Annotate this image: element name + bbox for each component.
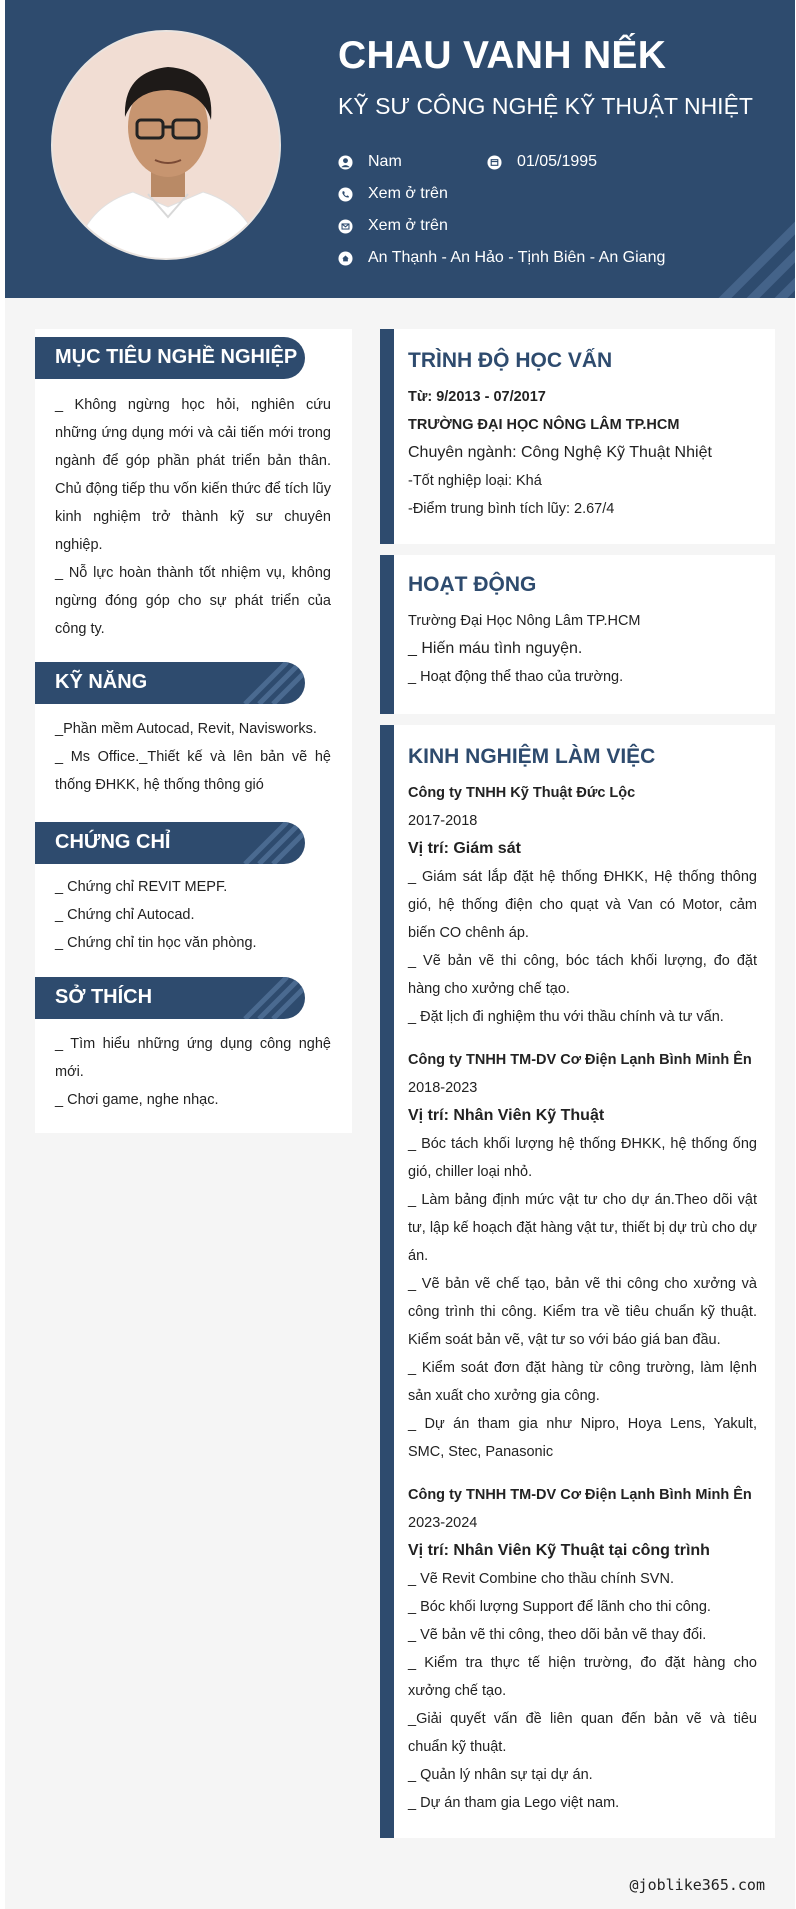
education-period: Từ: 9/2013 - 07/2017 — [408, 389, 546, 405]
education-school: TRƯỜNG ĐẠI HỌC NÔNG LÂM TP.HCM — [408, 417, 680, 433]
job-duty: _ Bóc khối lượng Support để lãnh cho thi công. — [408, 1599, 711, 1615]
job-company: Công ty TNHH TM-DV Cơ Điện Lạnh Bình Minh Ên — [408, 1487, 752, 1503]
job-duty: _ Giám sát lắp đặt hệ thống ĐHKK, Hệ thống thông gió, hệ thống điện cho quạt và Van có Motor, cảm biến CO chênh áp. — [408, 869, 757, 941]
activities-heading: HOẠT ĐỘNG — [408, 573, 537, 596]
section-accent-bar — [380, 555, 394, 714]
job-duty: _ Đặt lịch đi nghiệm thu với thầu chính và tư vấn. — [408, 1009, 724, 1025]
birthday-row — [487, 153, 597, 171]
experience-section — [380, 725, 775, 1838]
address-row — [338, 249, 665, 267]
job-entry — [408, 779, 757, 1031]
skills-heading — [35, 662, 305, 704]
objective-line: _ Nỗ lực hoàn thành tốt nhiệm vụ, không ngừng đóng góp cho sự phát triển của công ty. — [55, 565, 331, 637]
certificates-title: CHỨNG CHỈ — [55, 831, 171, 853]
certificate-item: _ Chứng chỉ tin học văn phòng. — [55, 935, 257, 951]
job-position: Vị trí: Nhân Viên Kỹ Thuật tại công trình — [408, 1542, 710, 1559]
job-duty: _ Vẽ bản vẽ thi công, bóc tách khối lượng, đo đặt hàng cho xưởng chế tạo. — [408, 953, 757, 997]
objective-heading — [35, 337, 305, 379]
education-heading: TRÌNH ĐỘ HỌC VẤN — [408, 349, 613, 372]
skills-line: _ Ms Office._Thiết kế và lên bản vẽ hệ thống ĐHKK, hệ thống thông gió — [55, 749, 331, 793]
job-duty: _ Vẽ bản vẽ chế tạo, bản vẽ thi công cho xưởng và công trình thi công. Kiểm tra về tiêu chuẩn kỹ thuật. Kiểm soát bản vẽ, vật tư so với báo giá ban đầu. — [408, 1276, 757, 1348]
education-grade: -Tốt nghiệp loại: Khá — [408, 473, 542, 489]
birthday-value: 01/05/1995 — [517, 153, 598, 170]
email-row — [338, 217, 448, 235]
job-duty: _ Kiểm tra thực tế hiện trường, đo đặt hàng cho xưởng chế tạo. — [408, 1655, 757, 1699]
footer-watermark: @joblike365.com — [629, 1876, 765, 1894]
experience-heading: KINH NGHIỆM LÀM VIỆC — [408, 745, 656, 768]
avatar — [51, 30, 281, 260]
heading-stripes — [235, 977, 305, 1019]
education-section — [380, 329, 775, 544]
job-company: Công ty TNHH TM-DV Cơ Điện Lạnh Bình Minh Ên — [408, 1052, 752, 1068]
cv-page — [5, 0, 795, 1909]
hobbies-heading — [35, 977, 305, 1019]
address-value: An Thạnh - An Hảo - Tịnh Biên - An Giang — [368, 249, 666, 266]
phone-icon — [338, 187, 353, 202]
hobbies-title: SỞ THÍCH — [55, 986, 153, 1008]
home-icon — [338, 251, 353, 266]
education-major: Chuyên ngành: Công Nghệ Kỹ Thuật Nhiệt — [408, 444, 712, 461]
certificate-item: _ Chứng chỉ REVIT MEPF. — [55, 879, 228, 895]
job-duty: _ Dự án tham gia như Nipro, Hoya Lens, Yakult, SMC, Stec, Panasonic — [408, 1416, 757, 1460]
activity-item: _ Hoạt động thể thao của trường. — [408, 669, 624, 685]
job-period: 2023-2024 — [408, 1515, 478, 1531]
email-icon — [338, 219, 353, 234]
hobbies-text — [55, 1030, 331, 1114]
activity-item: _ Hiến máu tình nguyện. — [408, 640, 583, 657]
left-column — [35, 329, 352, 1133]
certificates-text — [55, 873, 331, 957]
job-period: 2017-2018 — [408, 813, 478, 829]
job-title: KỸ SƯ CÔNG NGHỆ KỸ THUẬT NHIỆT — [338, 93, 753, 119]
decorative-stripes — [665, 168, 795, 298]
heading-stripes — [235, 662, 305, 704]
job-duty: _ Vẽ bản vẽ thi công, theo dõi bản vẽ thay đổi. — [408, 1627, 707, 1643]
job-duty: _ Kiểm soát đơn đặt hàng từ công trường, làm lệnh sản xuất cho xưởng gia công. — [408, 1360, 757, 1404]
header — [5, 0, 795, 298]
objective-text — [55, 391, 331, 643]
objective-line: _ Không ngừng học hỏi, nghiên cứu những ứng dụng mới và cải tiến mới trong ngành để góp phần phát triển bản thân. Chủ động tiếp thu vốn kiến thức để tích lũy kinh nghiệm trở thành kỹ sư chuyên nghiệp. — [55, 397, 331, 553]
hobby-item: _ Tìm hiểu những ứng dụng công nghệ mới. — [55, 1036, 331, 1080]
hobby-item: _ Chơi game, nghe nhạc. — [55, 1092, 219, 1108]
phone-row — [338, 185, 448, 203]
activities-section — [380, 555, 775, 714]
gender-value: Nam — [368, 153, 402, 170]
job-period: 2018-2023 — [408, 1080, 478, 1096]
certificate-item: _ Chứng chỉ Autocad. — [55, 907, 195, 923]
job-entry — [408, 1481, 757, 1817]
section-accent-bar — [380, 725, 394, 1838]
user-icon — [338, 155, 353, 170]
skills-text — [55, 715, 331, 799]
education-gpa: -Điểm trung bình tích lũy: 2.67/4 — [408, 501, 615, 517]
job-duty: _ Dự án tham gia Lego việt nam. — [408, 1795, 620, 1811]
candidate-name: CHAU VANH NẾK — [338, 34, 667, 77]
gender-row — [338, 153, 402, 171]
job-duty: _ Bóc tách khối lượng hệ thống ĐHKK, hệ thống ống gió, chiller loại nhỏ. — [408, 1136, 757, 1180]
job-company: Công ty TNHH Kỹ Thuật Đức Lộc — [408, 785, 636, 801]
job-position: Vị trí: Nhân Viên Kỹ Thuật — [408, 1107, 605, 1124]
heading-stripes — [235, 822, 305, 864]
skills-title: KỸ NĂNG — [55, 671, 148, 693]
skills-line: _Phần mềm Autocad, Revit, Navisworks. — [55, 721, 317, 737]
certificates-heading — [35, 822, 305, 864]
section-accent-bar — [380, 329, 394, 544]
job-duty: _Giải quyết vấn đề liên quan đến bản vẽ và tiêu chuẩn kỹ thuật. — [408, 1711, 757, 1755]
job-duty: _ Làm bảng định mức vật tư cho dự án.Theo dõi vật tư, lập kế hoạch đặt hàng vật tư, thiết bị dự trù cho dự án. — [408, 1192, 757, 1264]
objective-title: MỤC TIÊU NGHỀ NGHIỆP — [55, 346, 298, 368]
job-position: Vị trí: Giám sát — [408, 840, 521, 857]
email-value: Xem ở trên — [368, 217, 448, 234]
phone-value: Xem ở trên — [368, 185, 448, 202]
job-duty: _ Quản lý nhân sự tại dự án. — [408, 1767, 593, 1783]
calendar-icon — [487, 155, 502, 170]
activities-org: Trường Đại Học Nông Lâm TP.HCM — [408, 613, 641, 629]
job-entry — [408, 1046, 757, 1466]
job-duty: _ Vẽ Revit Combine cho thầu chính SVN. — [408, 1571, 674, 1587]
